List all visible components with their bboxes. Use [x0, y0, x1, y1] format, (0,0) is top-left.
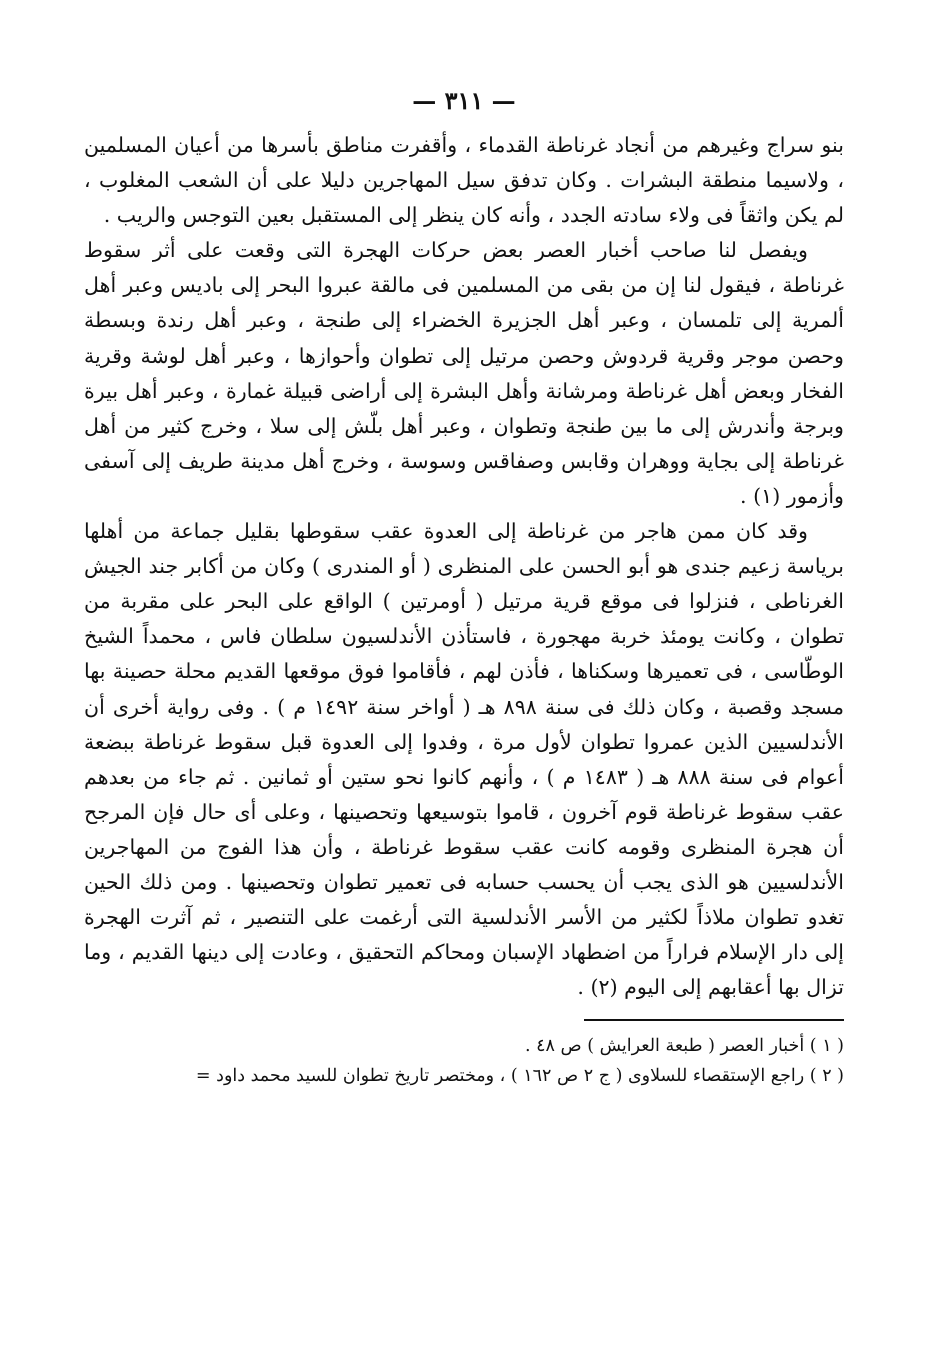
- footnote-1: ( ١ ) أخبار العصر ( طبعة العرايش ) ص ٤٨ .: [524, 1036, 844, 1057]
- page-number: — ٣١١ —: [412, 86, 516, 115]
- footnote-divider: [584, 1019, 844, 1021]
- paragraph-1: بنو سراج وغيرهم من أنجاد غرناطة القدماء ، وأقفرت مناطق بأسرها من أعيان المسلمين ، ولاسيما منطقة البشرات . وكان تدفق سيل المهاجرين دليلا على أن الشعب المغلوب ، لم يكن واثقاً فى ولاء سادته الجدد ، وأنه كان ينظر إلى المستقبل بعين التوجس والريب .: [84, 133, 844, 228]
- book-page: [84, 86, 844, 1316]
- paragraph-3: وقد كان ممن هاجر من غرناطة إلى العدوة عقب سقوطها بقليل جماعة من أهلها برياسة زعيم جندى هو أبو الحسن على المنظرى ( أو المندرى ) وكان من أكابر جند الجيش الغرناطى ، فنزلوا فى موقع قرية مرتيل ( أومرتين ) الواقع على البحر على مقربة من تطوان ، وكانت يومئذ خربة مهجورة ، فاستأذن الأندلسيون سلطان فاس ، محمداً الشيخ الوطّاسى ، فى تعميرها وسكناها ، فأذن لهم ، فأقاموا فوق موقعها القديم محلة حصينة بها مسجد وقصبة ، وكان ذلك فى سنة ٨٩٨ هـ ( أواخر سنة ١٤٩٢ م ) . وفى رواية أخرى أن الأندلسيين الذين عمروا تطوان لأول مرة ، وفدوا إلى العدوة قبل سقوط غرناطة ببضعة أعوام فى سنة ٨٨٨ هـ ( ١٤٨٣ م ) ، وأنهم كانوا نحو ستين أو ثمانين . ثم جاء من بعدهم عقب سقوط غرناطة قوم آخرون ، قاموا بتوسيعها وتحصينها ، وعلى أى حال فإن المرجح أن هجرة المنظرى وقومه كانت عقب سقوط غرناطة ، وأن هذا الفوج من المهاجرين الأندلسيين هو الذى يجب أن يحسب حسابه فى تعمير تطوان وتحصينها . ومن ذلك الحين تغدو تطوان ملاذاً لكثير من الأسر الأندلسية التى أرغمت على التنصير ، ثم آثرت الهجرة إلى دار الإسلام فراراً من اضطهاد الإسبان ومحاكم التحقيق ، وعادت إلى دينها القديم ، وما تزال بها أعقابهم إلى اليوم (٢) .: [84, 519, 844, 1000]
- paragraph-2: ويفصل لنا صاحب أخبار العصر بعض حركات الهجرة التى وقعت على أثر سقوط غرناطة ، فيقول لنا إن من بقى من المسلمين فى مالقة عبروا البحر إلى باديس وعبر أهل ألمرية إلى تلمسان ، وعبر أهل الجزيرة الخضراء إلى طنجة ، وعبر أهل رندة وبسطة وحصن موجر وقرية قردوش وحصن مرتيل إلى تطوان وأحوازها ، وعبر أهل لوشة وقرية الفخار وبعض أهل غرناطة ومرشانة وأهل البشرة إلى أراضى قبيلة غمارة ، وعبر أهل بيرة وبرجة وأندرش إلى ما بين طنجة وتطوان ، وعبر أهل بلّش إلى سلا ، وخرج كثير من أهل غرناطة إلى بجاية ووهران وقابس وصفاقس وسوسة ، وخرج أهل مدينة طريف إلى آسفى وأزمور (١) .: [84, 238, 844, 508]
- footnote-2: ( ٢ ) راجع الإستقصاء للسلاوى ( ج ٢ ص ١٦٢ ) ، ومختصر تاريخ تطوان للسيد محمد داود =: [195, 1066, 844, 1087]
